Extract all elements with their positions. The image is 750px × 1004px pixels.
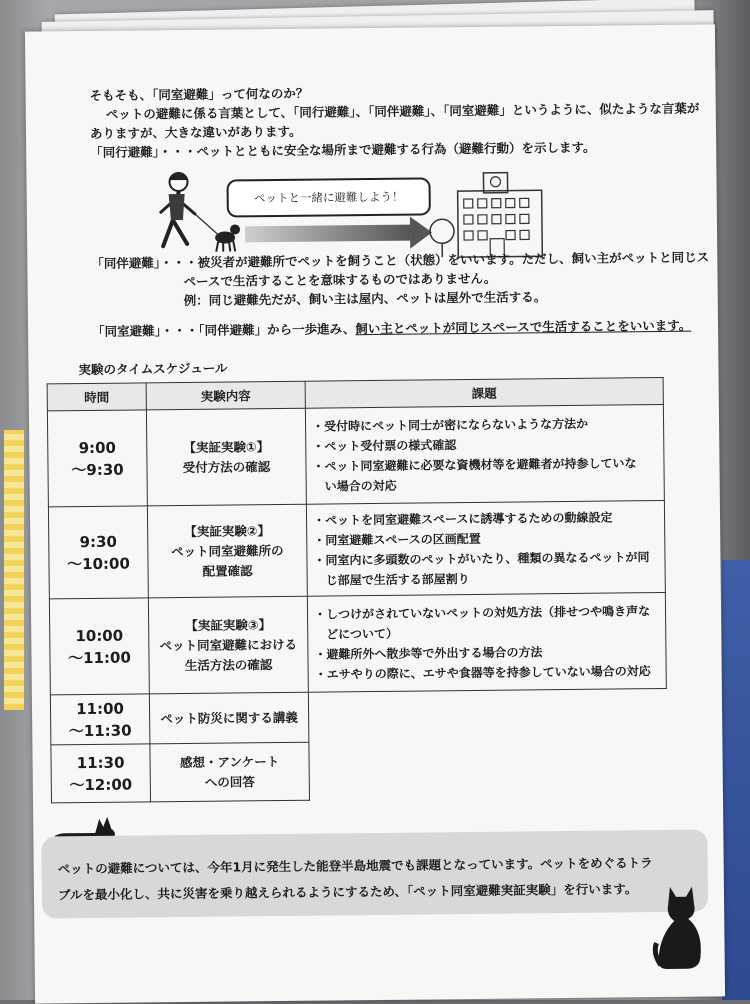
doshitsu-label: 「同室避難」・・・「同伴避難」から一歩進み、 bbox=[92, 321, 355, 339]
content-cell: 【実証実験①】 受付方法の確認 bbox=[146, 408, 306, 506]
content-cell: 感想・アンケート への回答 bbox=[150, 742, 310, 802]
header-content: 実験内容 bbox=[146, 381, 305, 410]
dohan-line-1: 「同伴避難」・・・被災者が避難所でペットを飼うこと（状態）をいいます。ただし、飼い主がペットと同じス bbox=[91, 248, 709, 272]
doshitsu-definition bbox=[92, 317, 691, 341]
time-cell: 11:00 ～11:30 bbox=[50, 694, 150, 745]
table-row bbox=[47, 404, 664, 506]
schedule-title: 実験のタイムスケジュール bbox=[78, 360, 227, 380]
dohan-example: 例：同じ避難先だが、飼い主は屋内、ペットは屋外で生活する。 bbox=[184, 288, 547, 310]
header-time: 時間 bbox=[47, 383, 146, 411]
dohan-line-2: ペースで生活することを意味するものではありません。 bbox=[183, 270, 496, 291]
document-page bbox=[25, 24, 725, 1003]
content-cell: 【実証実験③】 ペット同室避難における 生活方法の確認 bbox=[148, 596, 308, 694]
blue-folder-edge bbox=[722, 560, 750, 1000]
footer-message-box bbox=[41, 830, 708, 919]
time-cell: 9:30 ～10:00 bbox=[48, 506, 148, 599]
intro-question: そもそも、「同室避難」って何なのか？ bbox=[90, 85, 309, 105]
speech-bubble: ペットと一緒に避難しよう！ bbox=[226, 177, 430, 217]
intro-line-2: ありますが、大きな違いがあります。 bbox=[90, 123, 302, 143]
table-row bbox=[51, 738, 668, 802]
table-row bbox=[50, 688, 666, 744]
footer-message: ペットの避難については、今年1月に発生した能登半島地震でも課題となっています。ペットをめぐるトラ ブルを最小化し、共に災害を乗り越えられるようにするため、「ペット同室避難実証実験」を行います。 bbox=[58, 850, 653, 908]
time-cell: 9:00 ～9:30 bbox=[47, 410, 147, 507]
table-row bbox=[48, 500, 665, 598]
yellow-tab-edge bbox=[4, 430, 24, 710]
schedule-table bbox=[47, 377, 668, 803]
content-cell: ペット防災に関する講義 bbox=[149, 692, 309, 744]
header-task: 課題 bbox=[305, 377, 663, 408]
table-row bbox=[49, 592, 666, 694]
time-cell: 10:00 ～11:00 bbox=[49, 598, 149, 695]
content-cell: 【実証実験②】 ペット同室避難所の 配置確認 bbox=[147, 504, 307, 598]
time-cell: 11:30 ～12:00 bbox=[51, 744, 151, 803]
intro-line-1: ペットの避難に係る言葉として、「同行避難」、「同伴避難」、「同室避難」というように、似たような言葉が bbox=[106, 100, 700, 124]
doko-definition: 「同行避難」・・・ペットとともに安全な場所まで避難する行為（避難行動）を示します。 bbox=[90, 139, 595, 162]
task-cell: ・受付時にペット同士が密にならないような方法か ・ペット受付票の様式確認 ・ペット同室避難に必要な資機材等を避難者が持参していな い場合の対応 bbox=[305, 404, 664, 504]
task-cell: ・しつけがされていないペットの対処方法（排せつや鳴き声な どについて） ・避難所外へ散歩等で外出する場合の方法 ・エサやりの際に、エサや食器等を持参していない場合の対応 bbox=[307, 592, 666, 692]
cat-silhouette-icon bbox=[652, 882, 713, 973]
doshitsu-underlined: 飼い主とペットが同じスペースで生活することをいいます。 bbox=[355, 318, 691, 337]
arrow-right-icon bbox=[245, 225, 410, 243]
school-building-icon bbox=[421, 166, 552, 262]
task-cell: ・ペットを同室避難スペースに誘導するための動線設定 ・同室避難スペースの区画配置 ・同室内に多頭数のペットがいたり、種類の異なるペットが同 じ部屋で生活する部屋割り bbox=[306, 500, 665, 596]
